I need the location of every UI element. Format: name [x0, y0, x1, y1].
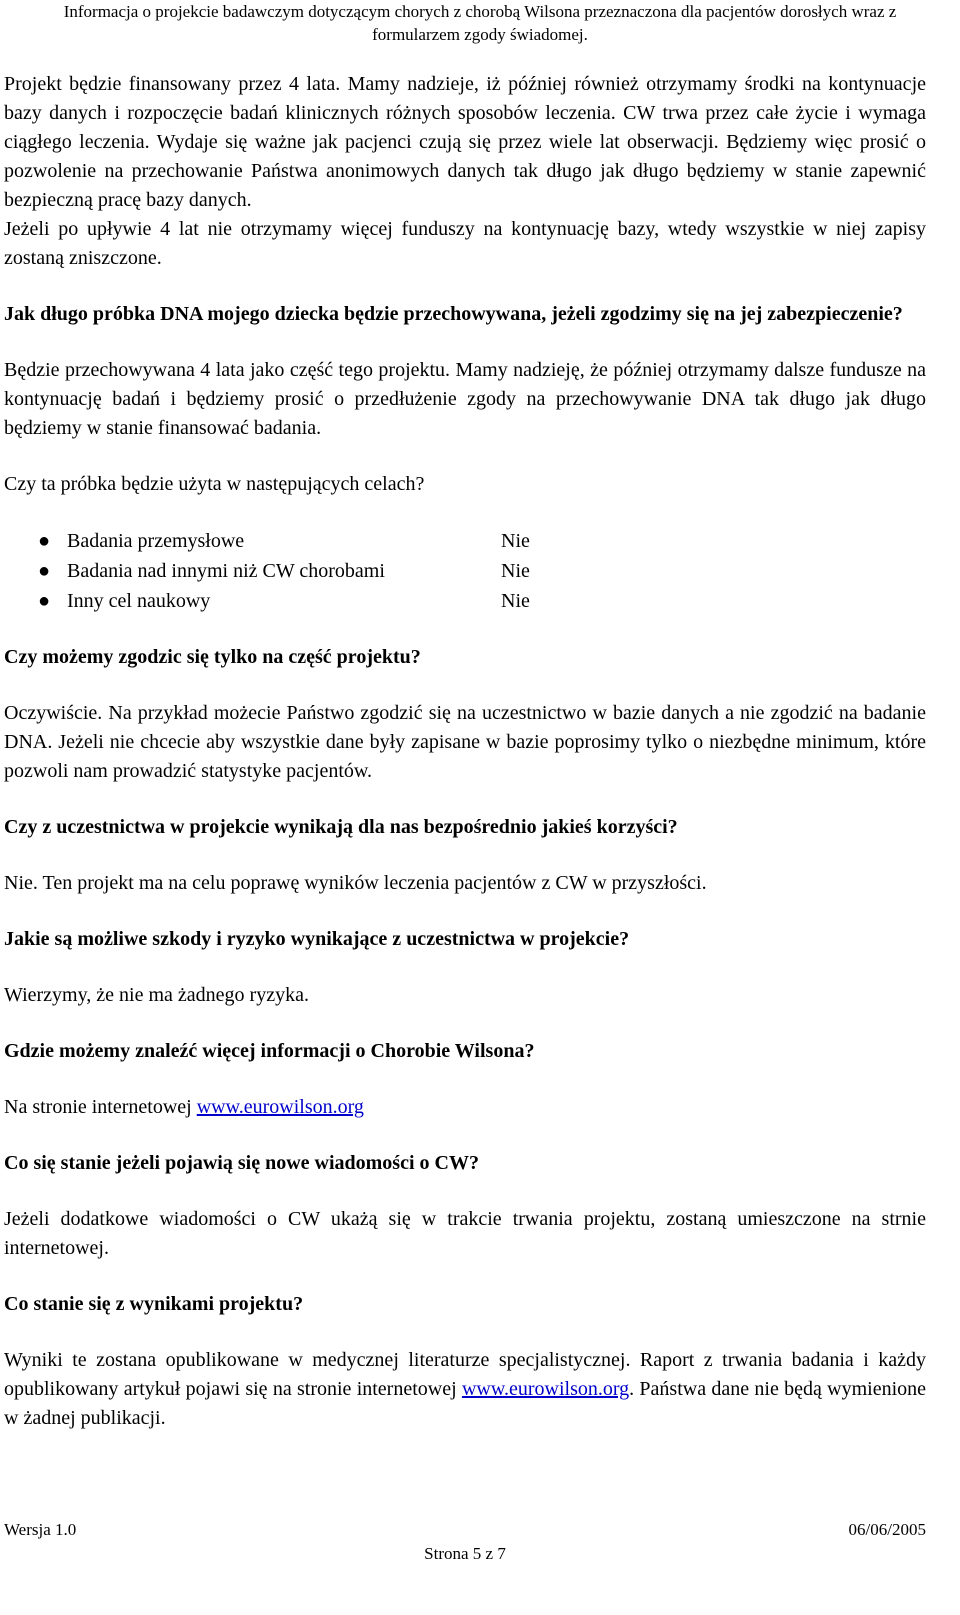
question-partial-consent: Czy możemy zgodzic się tylko na część projektu?	[4, 646, 421, 668]
usage-value: Nie	[501, 530, 530, 552]
document-body	[4, 70, 926, 1433]
page-header	[0, 0, 960, 72]
answer-more-info	[4, 1093, 926, 1122]
answer-results	[4, 1346, 926, 1433]
answer-dna-storage: Będzie przechowywana 4 lata jako część tego projektu. Mamy nadzieję, że później otrzymamy dalsze fundusze na kontynuację badań i będziemy prosić o przedłużenie zgody na przechowywanie DNA tak długo jak długo będziemy w stanie finansować badania.	[4, 359, 926, 439]
bullet-icon: ●	[38, 530, 51, 552]
document-version: Wersja 1.0	[4, 1520, 77, 1539]
intro-paragraph-destruction: Jeżeli po upływie 4 lat nie otrzymamy więcej funduszy na kontynuację bazy, wtedy wszystkie w niej zapisy zostaną zniszczone.	[4, 218, 926, 269]
question-more-info: Gdzie możemy znaleźć więcej informacji o Chorobie Wilsona?	[4, 1040, 535, 1062]
page-number: Strona 5 z 7	[424, 1544, 506, 1563]
question-risks: Jakie są możliwe szkody i ryzyko wynikające z uczestnictwa w projekcie?	[4, 928, 630, 950]
list-item	[4, 556, 926, 586]
usage-label: Inny cel naukowy	[67, 590, 211, 612]
answer-risks: Wierzymy, że nie ma żadnego ryzyka.	[4, 984, 309, 1006]
usage-value: Nie	[501, 590, 530, 612]
answer-new-information: Jeżeli dodatkowe wiadomości o CW ukażą się w trakcie trwania projektu, zostaną umieszczone na strnie internetowej.	[4, 1208, 926, 1259]
eurowilson-link[interactable]: www.eurowilson.org	[461, 1378, 630, 1400]
usage-label: Badania nad innymi niż CW chorobami	[67, 560, 385, 582]
question-dna-storage: Jak długo próbka DNA mojego dziecka będzie przechowywana, jeżeli zgodzimy się na jej zabezpieczenie?	[4, 303, 903, 325]
question-sample-usage: Czy ta próbka będzie użyta w następujących celach?	[4, 473, 425, 495]
eurowilson-link[interactable]: www.eurowilson.org	[196, 1096, 364, 1118]
intro-paragraph-funding: Projekt będzie finansowany przez 4 lata. Mamy nadzieje, iż później również otrzymamy środki na kontynuacje bazy danych i rozpoczęcie badań klinicznych różnych sposobów leczenia. CW trwa przez całe życie i wymaga ciągłego leczenia. Wydaje się ważne jak pacjenci czują się przez wiele lat obserwacji. Będziemy więc prosić o pozwolenie na przechowanie Państwa anonimowych danych tak długo jak długo będziemy w stanie zapewnić bezpieczną pracę bazy danych.	[4, 73, 926, 211]
sample-usage-list	[4, 526, 926, 616]
answer-results-suffix: . Państwa dane nie będą wymienione w żadnej publikacji.	[4, 1378, 926, 1429]
page-footer	[0, 1520, 960, 1615]
bullet-icon: ●	[38, 560, 51, 582]
usage-value: Nie	[501, 560, 530, 582]
answer-benefits: Nie. Ten projekt ma na celu poprawę wyników leczenia pacjentów z CW w przyszłości.	[4, 872, 707, 894]
header-title-line2: formularzem zgody świadomej.	[372, 25, 588, 44]
header-title-line1: Informacja o projekcie badawczym dotyczącym chorych z chorobą Wilsona przeznaczona dla pacjentów dorosłych wraz z	[63, 2, 897, 21]
document-date: 06/06/2005	[848, 1520, 926, 1539]
bullet-icon: ●	[38, 590, 51, 612]
question-results: Co stanie się z wynikami projektu?	[4, 1293, 304, 1315]
question-benefits: Czy z uczestnictwa w projekcie wynikają dla nas bezpośrednio jakieś korzyści?	[4, 816, 678, 838]
answer-results-text: Wyniki te zostana opublikowane w medycznej literaturze specjalistycznej. Raport z trwania badania i każdy opublikowany artykuł pojawi się na stronie internetowej	[4, 1349, 926, 1400]
usage-label: Badania przemysłowe	[67, 530, 245, 552]
list-item	[4, 586, 926, 616]
question-new-information: Co się stanie jeżeli pojawią się nowe wiadomości o CW?	[4, 1152, 479, 1174]
answer-partial-consent: Oczywiście. Na przykład możecie Państwo zgodzić się na uczestnictwo w bazie danych a nie zgodzić na badanie DNA. Jeżeli nie chcecie aby wszystkie dane były zapisane w bazie poprosimy tylko o niezbędne minimum, które pozwoli nam prowadzić statystyke pacjentów.	[4, 702, 926, 782]
list-item	[4, 526, 926, 556]
answer-more-info-text: Na stronie internetowej	[4, 1096, 197, 1118]
